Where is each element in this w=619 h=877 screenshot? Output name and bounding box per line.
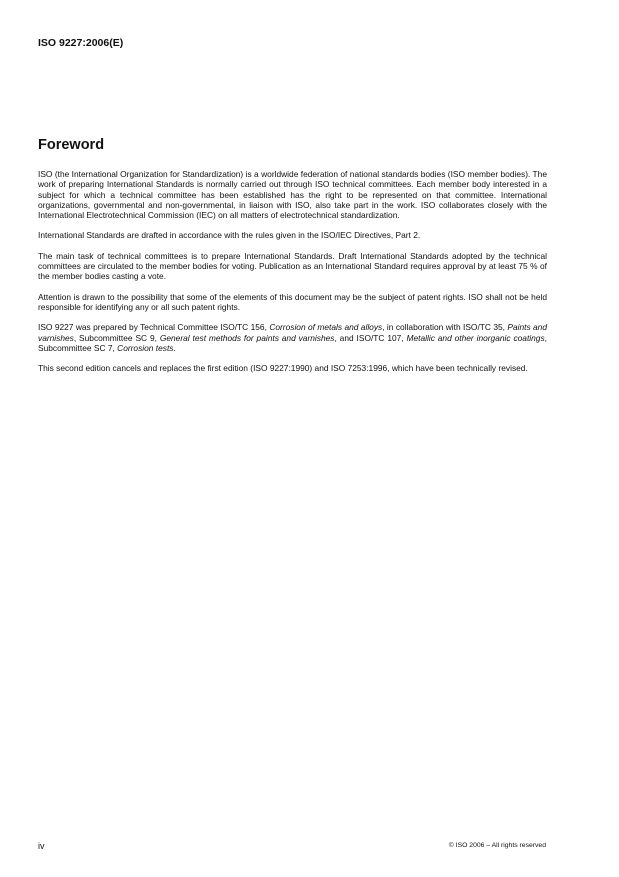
- committee-title-corrosion-metals: Corrosion of metals and alloys: [269, 322, 383, 333]
- subcommittee-title-test-methods: General test methods for paints and varnishes: [159, 332, 335, 343]
- prepared-by-text-2: , in collaboration with ISO/TC 35,: [382, 322, 508, 333]
- prepared-by-text-5: , Subcommittee SC 7,: [38, 332, 547, 353]
- prepared-by-text-6: .: [173, 342, 176, 353]
- paragraph-iso-intro: ISO (the International Organization for Standardization) is a worldwide federation of national standards bodies (ISO member bodies). The work of preparing International Standards is normally carried out through ISO technical committees. Each member body interested in a subject for which a technical committee has been established has the right to be represented on that committee. International organizations, governmental and non-governmental, in liaison with ISO, also take part in the work. ISO collaborates closely with the International Electrotechnical Commission (IEC) on all matters of electrotechnical standardization.: [38, 169, 547, 221]
- paragraph-patent-rights: Attention is drawn to the possibility that some of the elements of this document may be the subject of patent rights. ISO shall not be held responsible for identifying any or all such patent rights.: [38, 291, 547, 312]
- paragraph-directives: International Standards are drafted in accordance with the rules given in the ISO/IEC Directives, Part 2.: [38, 230, 421, 241]
- committee-title-coatings: Metallic and other inorganic coatings: [406, 332, 545, 343]
- copyright-notice: © ISO 2006 – All rights reserved: [448, 842, 546, 849]
- foreword-body: [38, 169, 547, 383]
- section-title: Foreword: [38, 137, 105, 153]
- prepared-by-text-1: ISO 9227 was prepared by Technical Committee ISO/TC 156,: [38, 322, 270, 333]
- committee-title-paints: Paints and varnishes: [38, 322, 548, 343]
- prepared-by-text-4: , and ISO/TC 107,: [334, 332, 407, 343]
- page-number: iv: [38, 841, 45, 851]
- document-id-header: ISO 9227:2006(E): [38, 37, 124, 49]
- paragraph-committees-task: The main task of technical committees is to prepare International Standards. Draft International Standards adopted by the technical committees are circulated to the member bodies for voting. Publication as an International Standard requires approval by at least 75 % of the member bodies casting a vote.: [38, 250, 547, 282]
- subcommittee-title-corrosion-tests: Corrosion tests: [117, 342, 174, 353]
- paragraph-edition-note: This second edition cancels and replaces the first edition (ISO 9227:1990) and ISO 7253:1996, which have been technically revised.: [38, 363, 528, 374]
- paragraph-prepared-by: [38, 322, 547, 353]
- prepared-by-text-3: , Subcommittee SC 9,: [73, 332, 160, 343]
